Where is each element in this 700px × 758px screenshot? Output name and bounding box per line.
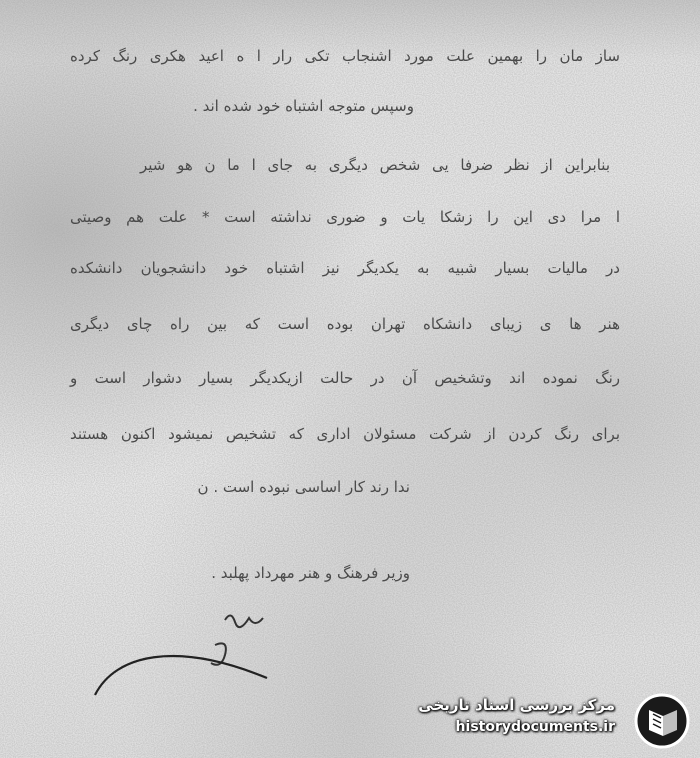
text-line-4: ا مرا دی این را زشکا یات و ضوری نداشته است * علت هم وصیتی	[70, 208, 620, 226]
handwritten-signature	[85, 600, 285, 710]
archive-logo-icon	[633, 692, 691, 750]
watermark-stamp	[395, 692, 695, 750]
text-line-6: هنر ها ی زیبای دانشکاه تهران بوده است که بین راه چای دیگری	[70, 315, 620, 333]
text-line-5: در مالیات بسیار شبیه به یکدیگر نیز اشتباه خود دانشجویان دانشکده	[70, 259, 620, 277]
text-line-9: ندا رند کار اساسی نبوده است . ن	[197, 478, 410, 496]
text-line-2: وسپس متوجه اشتباه خود شده اند .	[193, 97, 414, 115]
text-line-3: بنابراین از نظر ضرفا یی شخص دیگری به جای ا ما ن هو شیر	[140, 156, 610, 174]
text-line-7: رنگ نموده اند وتشخیص آن در حالت ازیکدیگر بسیار دشوار است و	[70, 369, 620, 387]
text-line-1: ساز مان را بهمین علت مورد اشنجاب تکی رار ا ه اعید هکری رنگ کرده	[70, 47, 620, 65]
watermark-url: historydocuments.ir	[455, 719, 615, 735]
text-line-8: برای رنگ کردن از شرکت مسئولان اداری که تشخیص نمیشود اکنون هستند	[70, 425, 620, 443]
closing-line: وزیر فرهنگ و هنر مهرداد پهلبد .	[211, 564, 410, 582]
watermark-title: مرکز بررسی اسناد تاریخی	[418, 696, 615, 714]
